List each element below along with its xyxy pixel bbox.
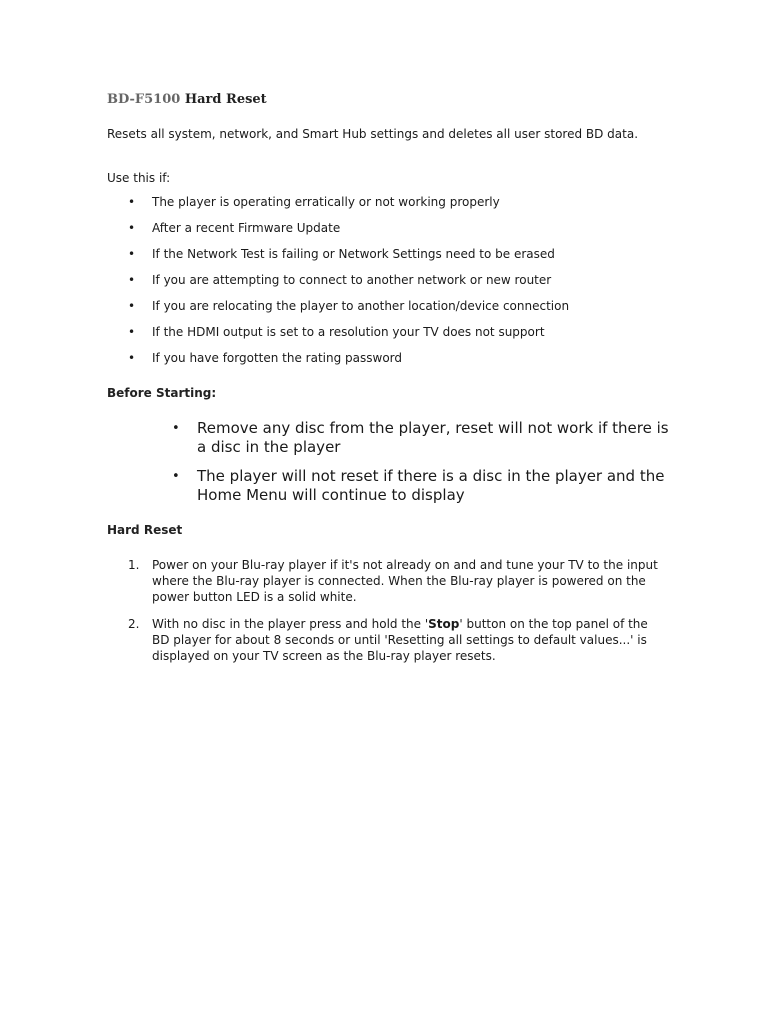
- model-number: BD-F5100: [107, 92, 181, 107]
- list-item: • If you have forgotten the rating password: [107, 350, 667, 376]
- use-case-list: [107, 194, 667, 376]
- list-item: • Remove any disc from the player, reset will not work if there is a disc in the player: [172, 419, 672, 457]
- hard-reset-heading: Hard Reset: [107, 523, 183, 537]
- step-item: [107, 557, 667, 605]
- use-this-if-label: Use this if:: [107, 171, 171, 185]
- list-item: • The player will not reset if there is a disc in the player and the Home Menu will continue to display: [172, 467, 672, 505]
- title-text: Hard Reset: [184, 92, 267, 107]
- step-text-before: With no disc in the player press and hold the ': [152, 617, 429, 631]
- step-number: 2.: [128, 617, 140, 631]
- step-number: 1.: [128, 558, 140, 572]
- step-item: [107, 616, 667, 664]
- list-item: • The player is operating erratically or not working properly: [107, 194, 667, 220]
- list-item: • If you are attempting to connect to another network or new router: [107, 272, 667, 298]
- intro-paragraph: Resets all system, network, and Smart Hub settings and deletes all user stored BD data.: [107, 127, 639, 141]
- step-text-after: ' button on the top panel of the BD player for about 8 seconds or until 'Resetting all settings to default values...' is displayed on your TV screen as the Blu-ray player resets.: [152, 617, 648, 663]
- list-item: • After a recent Firmware Update: [107, 220, 667, 246]
- stop-button-label: Stop: [428, 617, 460, 631]
- page-title: [107, 92, 267, 107]
- before-starting-list: [172, 419, 672, 515]
- step-text: Power on your Blu-ray player if it's not already on and and tune your TV to the input where the Blu-ray player is connected. When the Blu-ray player is powered on the power button LED is a solid white.: [152, 558, 658, 604]
- list-item: • If the HDMI output is set to a resolution your TV does not support: [107, 324, 667, 350]
- list-item: • If the Network Test is failing or Network Settings need to be erased: [107, 246, 667, 272]
- before-starting-heading: Before Starting:: [107, 386, 217, 400]
- list-item: • If you are relocating the player to another location/device connection: [107, 298, 667, 324]
- reset-steps-list: [107, 557, 667, 675]
